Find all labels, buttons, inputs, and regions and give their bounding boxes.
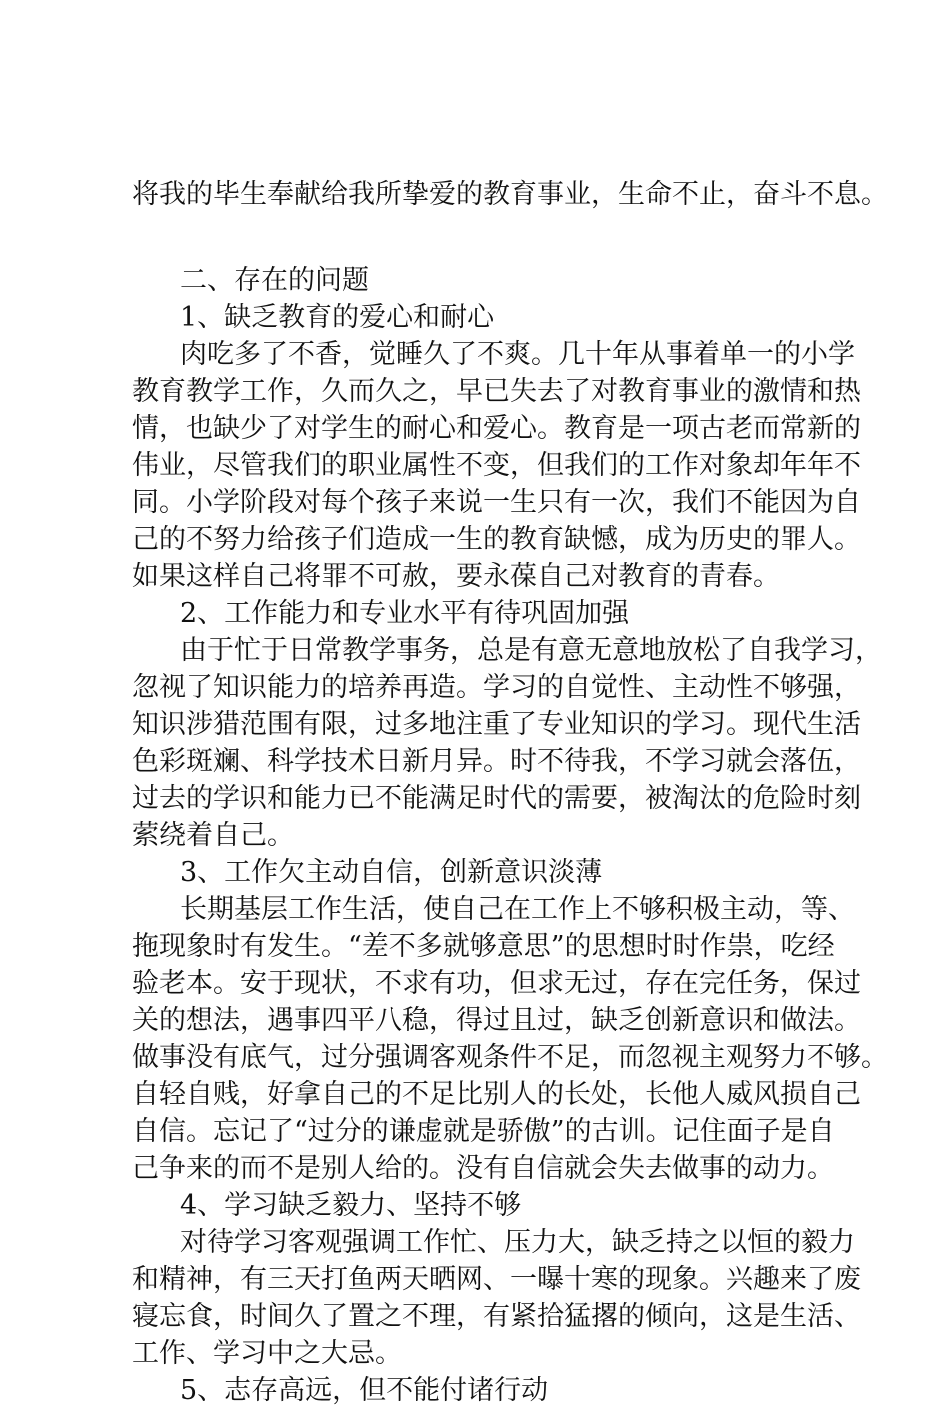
paragraph-line: 由于忙于日常教学事务，总是有意无意地放松了自我学习，	[180, 635, 882, 666]
paragraph-line: 对待学习客观强调工作忙、压力大，缺乏持之以恒的毅力	[180, 1227, 855, 1258]
problem-heading: 3、工作欠主动自信，创新意识淡薄	[180, 857, 603, 888]
paragraph-line: 关的想法，遇事四平八稳，得过且过，缺乏创新意识和做法。	[132, 1005, 861, 1036]
paragraph-line: 肉吃多了不香，觉睡久了不爽。几十年从事着单一的小学	[180, 339, 855, 370]
problem-heading: 1、缺乏教育的爱心和耐心	[180, 302, 495, 333]
problems-section	[132, 262, 888, 1409]
paragraph-line: 忽视了知识能力的培养再造。学习的自觉性、主动性不够强，	[132, 672, 861, 703]
paragraph-line: 色彩斑斓、科学技术日新月异。时不待我，不学习就会落伍，	[132, 746, 861, 777]
paragraph-line: 长期基层工作生活，使自己在工作上不够积极主动，等、	[180, 894, 855, 925]
problem-heading: 5、志存高远，但不能付诸行动	[180, 1375, 549, 1406]
opening-line: 将我的毕生奉献给我所挚爱的教育事业，生命不止，奋斗不息。	[132, 179, 888, 210]
paragraph-line: 做事没有底气，过分强调客观条件不足，而忽视主观努力不够。	[132, 1042, 888, 1073]
paragraph-line: 过去的学识和能力已不能满足时代的需要，被淘汰的危险时刻	[132, 783, 861, 814]
paragraph-line: 验老本。安于现状，不求有功，但求无过，存在完任务，保过	[132, 968, 861, 999]
paragraph-line: 寝忘食，时间久了置之不理，有紧拾猛撂的倾向，这是生活、	[132, 1301, 861, 1332]
paragraph-line: 同。小学阶段对每个孩子来说一生只有一次，我们不能因为自	[132, 487, 861, 518]
paragraph-line: 伟业，尽管我们的职业属性不变，但我们的工作对象却年年不	[132, 450, 861, 481]
paragraph-line: 萦绕着自己。	[132, 820, 294, 851]
paragraph-line: 知识涉猎范围有限，过多地注重了专业知识的学习。现代生活	[132, 709, 861, 740]
opening-paragraph	[132, 176, 888, 213]
paragraph-line: 教育教学工作，久而久之，早已失去了对教育事业的激情和热	[132, 376, 861, 407]
paragraph-line: 情，也缺少了对学生的耐心和爱心。教育是一项古老而常新的	[132, 413, 861, 444]
paragraph-line: 和精神，有三天打鱼两天晒网、一曝十寒的现象。兴趣来了废	[132, 1264, 861, 1295]
paragraph-line: 工作、学习中之大忌。	[132, 1338, 402, 1369]
paragraph-line: 己的不努力给孩子们造成一生的教育缺憾，成为历史的罪人。	[132, 524, 861, 555]
paragraph-line: 自轻自贱，好拿自己的不足比别人的长处，长他人威风损自己	[132, 1079, 861, 1110]
paragraph-line: 己争来的而不是别人给的。没有自信就会失去做事的动力。	[132, 1153, 834, 1184]
problem-heading: 4、学习缺乏毅力、坚持不够	[180, 1190, 522, 1221]
paragraph-line: 自信。忘记了“过分的谦虚就是骄傲”的古训。记住面子是自	[132, 1116, 835, 1147]
paragraph-line: 拖现象时有发生。“差不多就够意思”的思想时时作祟，吃经	[132, 931, 835, 962]
paragraph-line: 如果这样自己将罪不可赦，要永葆自己对教育的青春。	[132, 561, 780, 592]
section-heading: 二、存在的问题	[180, 265, 369, 296]
problem-heading: 2、工作能力和专业水平有待巩固加强	[180, 598, 630, 629]
